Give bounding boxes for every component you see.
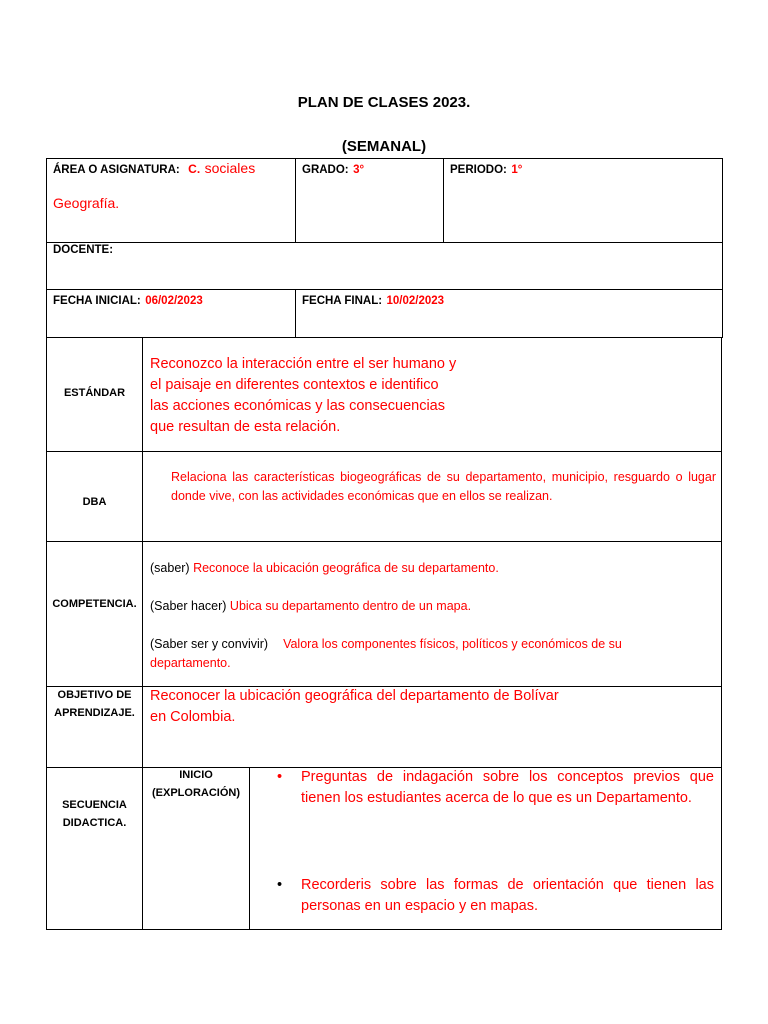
objetivo-line: en Colombia.	[150, 709, 236, 726]
row-divider-2	[46, 289, 723, 290]
area-prefix: C.	[188, 162, 201, 176]
dba-label: DBA	[82, 496, 107, 509]
phase-column-divider	[249, 767, 250, 930]
competencia-item-saber-ser	[150, 635, 695, 674]
secuencia-bullet-text: Preguntas de indagación sobre los conceptos previos que tienen los estudiantes acerca de lo que es un Departamento.	[301, 769, 714, 807]
estandar-label: ESTÁNDAR	[63, 387, 126, 400]
competencia-label: COMPETENCIA.	[52, 598, 137, 611]
periodo-value: 1°	[511, 164, 523, 176]
grado-field	[302, 160, 364, 178]
docente-label: DOCENTE:	[53, 244, 114, 256]
bullet-dot-icon: •	[277, 877, 283, 893]
fecha-divider	[295, 289, 296, 338]
phase-label-line: INICIO	[179, 769, 213, 781]
fecha-inicial-field	[53, 291, 203, 309]
estandar-line: que resultan de esta relación.	[150, 419, 341, 436]
competencia-text: Reconoce la ubicación geográfica de su departamento.	[193, 561, 499, 575]
objetivo-label	[46, 687, 143, 722]
secuencia-label-line: SECUENCIA	[62, 799, 127, 811]
row-divider-1	[46, 242, 723, 243]
secuencia-label	[46, 797, 143, 832]
dba-text: Relaciona las características biogeográficas de su departamento, municipio, resguardo o lugar donde vive, con las actividades económicas que en ellos se realizan.	[171, 470, 716, 504]
competencia-item-saber	[150, 559, 710, 578]
secuencia-bullet-text: Recorderis sobre las formas de orientación que tienen las personas en un espacio y en mapas.	[301, 877, 714, 915]
area-label: ÁREA O ASIGNATURA:	[53, 164, 180, 176]
competencia-prefix: (Saber ser y convivir)	[150, 637, 269, 651]
competencia-item-saber-hacer	[150, 597, 710, 616]
competencia-text: Ubica su departamento dentro de un mapa.	[229, 599, 472, 613]
divider-estandar	[46, 451, 722, 452]
estandar-text	[150, 354, 710, 438]
estandar-line: el paisaje en diferentes contextos e identifico	[150, 377, 439, 394]
estandar-line: las acciones económicas y las consecuencias	[150, 398, 445, 415]
fecha-final-field	[302, 291, 444, 309]
objetivo-label-line: OBJETIVO DE	[57, 689, 132, 701]
objetivo-line: Reconocer la ubicación geográfica del departamento de Bolívar	[150, 688, 559, 704]
secuencia-bullet	[277, 875, 714, 917]
fecha-final-value: 10/02/2023	[386, 295, 445, 307]
periodo-label: PERIODO:	[450, 164, 507, 176]
page-subtitle: (SEMANAL)	[341, 138, 427, 155]
objetivo-text	[150, 686, 710, 728]
competencia-prefix: (saber)	[150, 561, 190, 575]
periodo-field	[450, 160, 522, 178]
competencia-text: Valora los componentes físicos, políticos y económicos de su departamento.	[150, 637, 622, 671]
area-field	[53, 160, 293, 178]
phase-label-line: (EXPLORACIÓN)	[152, 786, 240, 799]
grado-value: 3°	[353, 164, 365, 176]
area-value-line1: sociales	[204, 160, 256, 176]
objetivo-label-line: APRENDIZAJE.	[54, 706, 135, 719]
secuencia-bullet	[277, 767, 714, 809]
fecha-inicial-value: 06/02/2023	[145, 295, 203, 307]
area-value-line2: Geografía.	[53, 195, 120, 211]
secuencia-label-line: DIDACTICA.	[62, 816, 127, 829]
fecha-final-label: FECHA FINAL:	[302, 295, 383, 307]
grado-label: GRADO:	[302, 164, 349, 176]
competencia-prefix: (Saber hacer)	[150, 599, 227, 613]
phase-label	[143, 767, 249, 802]
bullet-dot-icon: •	[277, 769, 283, 785]
estandar-line: Reconozco la interacción entre el ser humano y	[150, 356, 457, 372]
fecha-inicial-label: FECHA INICIAL:	[53, 295, 141, 307]
divider-dba	[46, 541, 722, 542]
page-title: PLAN DE CLASES 2023.	[297, 94, 471, 111]
